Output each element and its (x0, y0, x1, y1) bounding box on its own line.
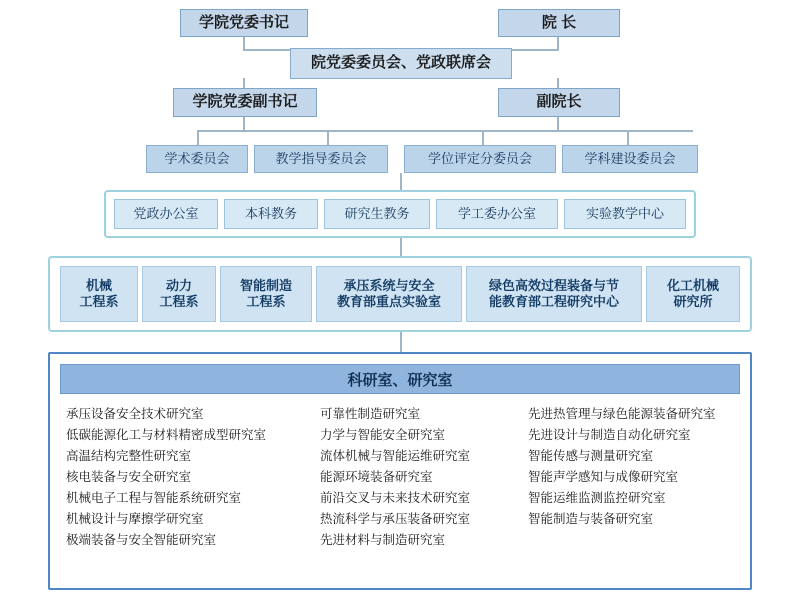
connector (243, 116, 245, 131)
department-power-engineering (142, 266, 216, 322)
research-room-item: 智能制造与装备研究室 (528, 512, 654, 526)
connector (243, 36, 245, 50)
research-rooms-column-2 (320, 404, 540, 551)
connector (327, 130, 329, 145)
research-room-item: 力学与智能安全研究室 (320, 428, 446, 442)
center-green-efficient-process-equipment (466, 266, 642, 322)
connector (482, 130, 484, 145)
research-room-item: 先进材料与制造研究室 (320, 533, 446, 547)
office-experimental-teaching-center: 实验教学中心 (564, 199, 686, 229)
connector (557, 36, 559, 50)
research-room-item: 可靠性制造研究室 (320, 407, 421, 421)
research-rooms-banner: 科研室、研究室 (60, 364, 740, 394)
office-party-administration: 党政办公室 (114, 199, 218, 229)
research-room-item: 低碳能源化工与材料精密成型研究室 (66, 428, 267, 442)
institute-chemical-machinery (646, 266, 740, 322)
research-room-item: 承压设备安全技术研究室 (66, 407, 204, 421)
lab-line-2: 教育部重点实验室 (336, 294, 441, 309)
role-vice-dean: 副院长 (498, 88, 620, 117)
connector (557, 116, 559, 131)
research-room-item: 先进热管理与绿色能源装备研究室 (528, 407, 716, 421)
connector (400, 238, 402, 256)
department-line-2: 工程系 (79, 294, 119, 309)
department-line-2: 工程系 (159, 294, 199, 309)
office-student-affairs: 学工委办公室 (436, 199, 558, 229)
connector (627, 130, 629, 145)
committee-teaching-guidance: 教学指导委员会 (254, 145, 388, 173)
research-room-item: 前沿交叉与未来技术研究室 (320, 491, 471, 505)
connector (400, 173, 402, 190)
department-line-2: 工程系 (246, 294, 286, 309)
lab-line-1: 承压系统与安全 (343, 277, 435, 293)
research-room-item: 机械电子工程与智能系统研究室 (66, 491, 242, 505)
institute-line-2: 研究所 (673, 294, 713, 309)
office-graduate-affairs: 研究生教务 (324, 199, 430, 229)
research-room-item: 智能传感与测量研究室 (528, 449, 654, 463)
research-room-item: 核电装备与安全研究室 (66, 470, 192, 484)
center-line-1: 绿色高效过程装备与节 (488, 277, 619, 293)
connector (197, 130, 693, 132)
lab-pressure-system-safety (316, 266, 462, 322)
department-intelligent-manufacturing (220, 266, 312, 322)
research-room-item: 智能声学感知与成像研究室 (528, 470, 679, 484)
office-undergraduate-affairs: 本科教务 (224, 199, 318, 229)
research-room-item: 智能运维监测监控研究室 (528, 491, 666, 505)
committee-academic: 学术委员会 (146, 145, 248, 173)
institute-line-1: 化工机械 (666, 277, 719, 293)
party-committee-joint-meeting: 院党委委员会、党政联席会 (290, 48, 512, 79)
research-room-item: 先进设计与制造自动化研究室 (528, 428, 691, 442)
research-room-item: 流体机械与智能运维研究室 (320, 449, 471, 463)
connector (400, 332, 402, 352)
center-line-2: 能教育部工程研究中心 (488, 294, 619, 309)
role-deputy-party-secretary: 学院党委副书记 (173, 88, 317, 117)
department-line-1: 智能制造 (239, 277, 292, 293)
role-party-secretary: 学院党委书记 (180, 9, 308, 37)
committee-discipline-construction: 学科建设委员会 (562, 145, 698, 173)
research-room-item: 热流科学与承压装备研究室 (320, 512, 471, 526)
department-mechanical-engineering (60, 266, 138, 322)
research-rooms-column-1 (66, 404, 316, 551)
research-rooms-column-3 (528, 404, 758, 530)
committee-degree-evaluation: 学位评定分委员会 (404, 145, 556, 173)
research-room-item: 能源环境装备研究室 (320, 470, 433, 484)
connector (197, 130, 199, 145)
research-room-item: 机械设计与摩擦学研究室 (66, 512, 204, 526)
department-line-1: 机械 (85, 277, 112, 293)
research-room-item: 极端装备与安全智能研究室 (66, 533, 217, 547)
role-dean: 院 长 (498, 9, 620, 37)
research-room-item: 高温结构完整性研究室 (66, 449, 192, 463)
department-line-1: 动力 (165, 277, 192, 293)
